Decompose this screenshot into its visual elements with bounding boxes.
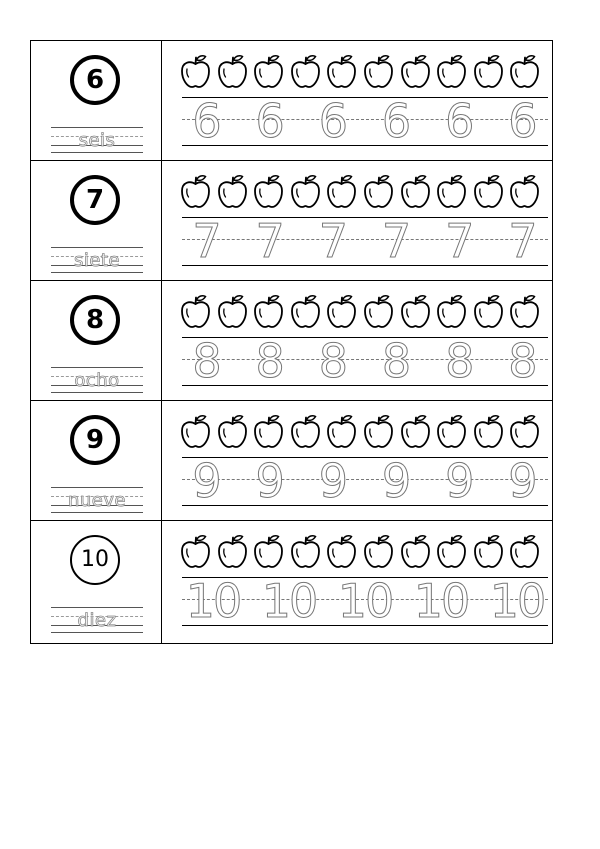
apple-icon	[400, 293, 431, 329]
apple-icon	[180, 533, 211, 569]
number-word: nueve	[67, 490, 127, 511]
word-tracing-lines	[51, 247, 143, 273]
trace-digit: 9	[318, 454, 349, 508]
apple-icon	[290, 173, 321, 209]
number-label: 7	[85, 185, 105, 215]
apple-icon	[363, 533, 394, 569]
trace-digit: 9	[508, 454, 538, 508]
trace-digit: 10	[185, 574, 241, 628]
worksheet-table	[30, 40, 553, 644]
trace-digit: 6	[192, 94, 222, 148]
trace-digit: 9	[445, 454, 475, 508]
apple-icon	[509, 413, 540, 449]
trace-digit: 8	[445, 334, 475, 388]
word-tracing-lines	[51, 367, 143, 393]
trace-digit: 7	[508, 214, 538, 268]
number-cell	[31, 521, 162, 643]
apple-icon	[180, 53, 211, 89]
apple-icon	[326, 53, 357, 89]
trace-digit: 10	[489, 574, 545, 628]
trace-digit: 6	[255, 94, 285, 148]
word-tracing-lines	[51, 607, 143, 633]
trace-digit: 10	[413, 574, 469, 628]
apple-icon	[363, 293, 394, 329]
apple-icon	[290, 413, 321, 449]
number-label: 8	[85, 305, 105, 335]
word-tracing-lines	[51, 487, 143, 513]
number-row-6	[31, 41, 552, 161]
apple-counters	[180, 413, 540, 449]
trace-digit: 8	[508, 334, 538, 388]
number-circle	[70, 295, 120, 345]
trace-digit: 9	[192, 454, 222, 508]
apple-icon	[400, 533, 431, 569]
number-circle	[70, 175, 120, 225]
trace-digit: 6	[318, 94, 349, 148]
apple-icon	[363, 413, 394, 449]
number-cell	[31, 161, 162, 280]
apple-icon	[436, 293, 467, 329]
apple-counters	[180, 173, 540, 209]
word-tracing-lines	[51, 127, 143, 153]
number-cell	[31, 41, 162, 160]
apple-icon	[290, 533, 321, 569]
trace-digit: 7	[381, 214, 412, 268]
number-word: diez	[77, 610, 117, 631]
number-circle	[70, 55, 120, 105]
apple-icon	[363, 173, 394, 209]
trace-digit: 9	[381, 454, 412, 508]
number-label: 9	[85, 425, 105, 455]
apple-icon	[400, 53, 431, 89]
apple-icon	[473, 533, 504, 569]
trace-digit: 8	[318, 334, 349, 388]
number-label: 6	[85, 65, 105, 95]
apple-icon	[473, 173, 504, 209]
digit-tracing-lines	[182, 454, 548, 508]
apple-icon	[509, 53, 540, 89]
trace-digit: 6	[381, 94, 412, 148]
apple-icon	[436, 533, 467, 569]
trace-digit: 8	[255, 334, 285, 388]
practice-cell	[162, 161, 552, 280]
practice-cell	[162, 281, 552, 400]
practice-cell	[162, 41, 552, 160]
apple-icon	[290, 53, 321, 89]
digit-tracing-lines	[182, 334, 548, 388]
apple-icon	[400, 173, 431, 209]
apple-icon	[290, 293, 321, 329]
apple-icon	[217, 293, 248, 329]
apple-icon	[180, 293, 211, 329]
trace-digit: 7	[445, 214, 475, 268]
digit-tracing-lines	[182, 214, 548, 268]
apple-icon	[509, 533, 540, 569]
trace-digits	[182, 334, 548, 388]
apple-icon	[180, 413, 211, 449]
number-row-7	[31, 161, 552, 281]
practice-cell	[162, 521, 552, 643]
apple-icon	[326, 293, 357, 329]
trace-digit: 10	[261, 574, 317, 628]
trace-digit: 6	[508, 94, 538, 148]
apple-icon	[473, 53, 504, 89]
apple-icon	[473, 293, 504, 329]
digit-tracing-lines	[182, 94, 548, 148]
apple-icon	[217, 53, 248, 89]
apple-icon	[473, 413, 504, 449]
trace-digit: 7	[318, 214, 349, 268]
apple-counters	[180, 53, 540, 89]
apple-icon	[253, 533, 284, 569]
apple-counters	[180, 293, 540, 329]
number-circle	[70, 535, 120, 585]
apple-icon	[400, 413, 431, 449]
practice-cell	[162, 401, 552, 520]
apple-icon	[436, 413, 467, 449]
number-row-10	[31, 521, 552, 643]
apple-icon	[217, 413, 248, 449]
apple-icon	[509, 173, 540, 209]
number-row-8	[31, 281, 552, 401]
number-word: siete	[73, 250, 121, 271]
apple-icon	[180, 173, 211, 209]
trace-digit: 7	[255, 214, 285, 268]
trace-digits	[182, 94, 548, 148]
apple-icon	[436, 173, 467, 209]
apple-icon	[326, 173, 357, 209]
trace-digit: 6	[445, 94, 475, 148]
number-word: ocho	[74, 370, 120, 391]
number-circle	[70, 415, 120, 465]
trace-digit: 10	[337, 574, 393, 628]
number-cell	[31, 281, 162, 400]
number-word: seis	[78, 130, 116, 151]
apple-icon	[253, 293, 284, 329]
trace-digit: 9	[255, 454, 285, 508]
apple-icon	[217, 173, 248, 209]
apple-icon	[217, 533, 248, 569]
number-label: 10	[81, 547, 109, 572]
apple-icon	[326, 533, 357, 569]
trace-digit: 8	[381, 334, 412, 388]
apple-icon	[253, 413, 284, 449]
apple-icon	[253, 53, 284, 89]
apple-icon	[509, 293, 540, 329]
apple-counters	[180, 533, 540, 569]
trace-digits	[182, 454, 548, 508]
apple-icon	[253, 173, 284, 209]
trace-digit: 7	[192, 214, 222, 268]
number-row-9	[31, 401, 552, 521]
digit-tracing-lines	[182, 574, 548, 628]
apple-icon	[363, 53, 394, 89]
trace-digits	[182, 574, 548, 628]
trace-digit: 8	[192, 334, 222, 388]
apple-icon	[326, 413, 357, 449]
number-cell	[31, 401, 162, 520]
trace-digits	[182, 214, 548, 268]
apple-icon	[436, 53, 467, 89]
